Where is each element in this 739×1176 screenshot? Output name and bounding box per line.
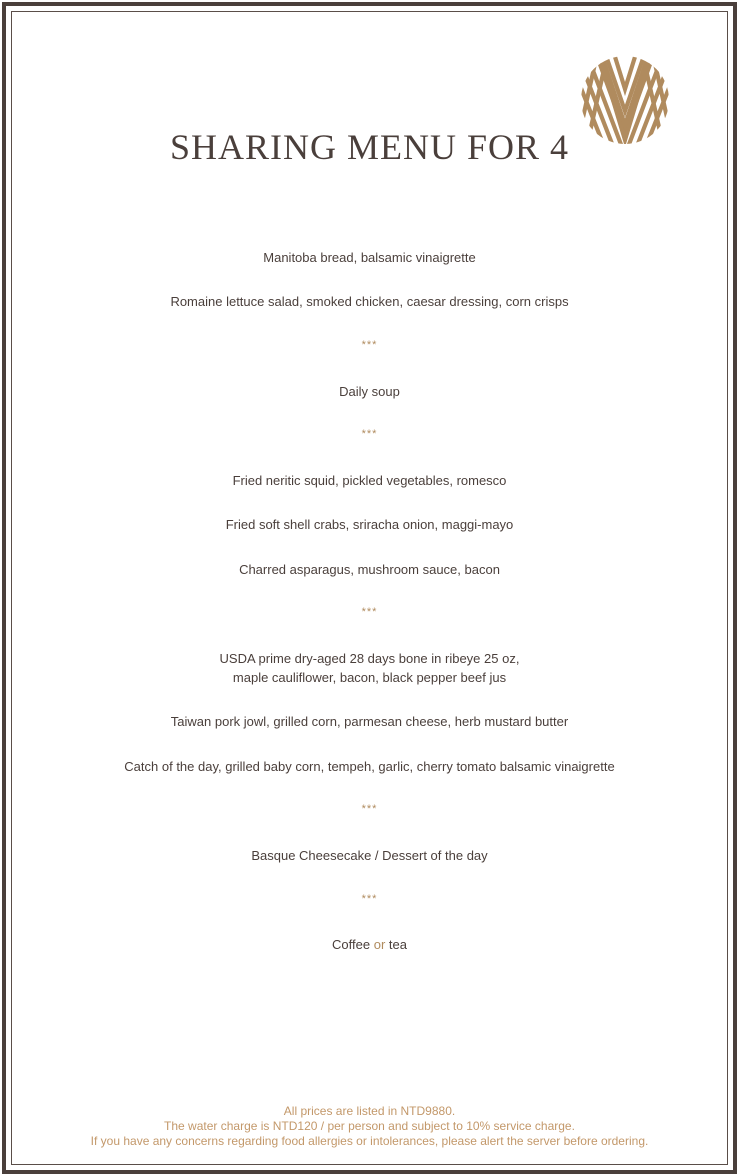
menu-item-coffee xyxy=(0,935,739,955)
page-title: SHARING MENU FOR 4 xyxy=(169,127,570,167)
tea-label: tea xyxy=(388,937,407,952)
footer-water-charge-note: The water charge is NTD120 / per person and subject to 10% service charge. xyxy=(164,1119,575,1133)
menu-item-soup: Daily soup xyxy=(339,384,400,399)
menu-item-asparagus: Charred asparagus, mushroom sauce, bacon xyxy=(239,562,500,577)
menu-item-bread: Manitoba bread, balsamic vinaigrette xyxy=(263,250,476,265)
menu-item-ribeye-line1: USDA prime dry-aged 28 days bone in ribeye 25 oz, xyxy=(219,651,520,666)
menu-item-dessert: Basque Cheesecake / Dessert of the day xyxy=(251,848,488,863)
page-border-inner xyxy=(11,11,728,1165)
footer-allergy-note: If you have any concerns regarding food allergies or intolerances, please alert the server before ordering. xyxy=(90,1134,649,1148)
coffee-label: Coffee xyxy=(332,937,371,952)
course-separator: *** xyxy=(361,428,378,440)
menu-item-catch: Catch of the day, grilled baby corn, tempeh, garlic, cherry tomato balsamic vinaigrette xyxy=(124,759,615,774)
footer-prices-note: All prices are listed in NTD9880. xyxy=(283,1104,456,1118)
menu-item-squid: Fried neritic squid, pickled vegetables, romesco xyxy=(232,473,507,488)
course-separator: *** xyxy=(361,893,378,905)
course-separator: *** xyxy=(361,339,378,351)
coffee-or: or xyxy=(373,937,386,952)
course-separator: *** xyxy=(361,606,378,618)
menu-item-crabs: Fried soft shell crabs, sriracha onion, maggi-mayo xyxy=(225,517,514,532)
menu-item-ribeye-line2: maple cauliflower, bacon, black pepper beef jus xyxy=(232,670,507,685)
menu-item-salad: Romaine lettuce salad, smoked chicken, caesar dressing, corn crisps xyxy=(170,294,569,309)
menu-item-pork: Taiwan pork jowl, grilled corn, parmesan cheese, herb mustard butter xyxy=(170,714,569,729)
course-separator: *** xyxy=(361,803,378,815)
